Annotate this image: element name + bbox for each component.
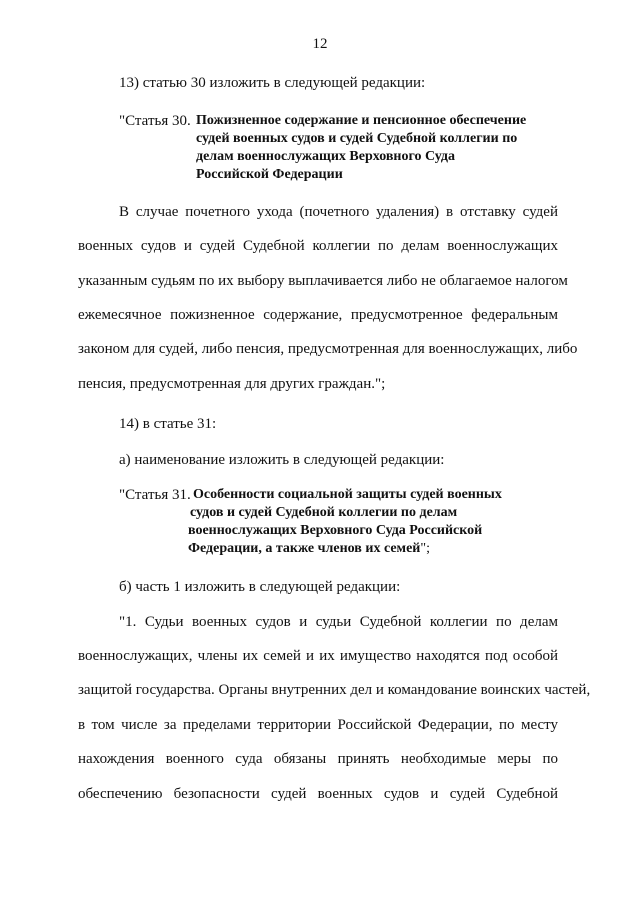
page-number: 12 [312, 36, 328, 52]
part-1-body-line-5: нахождения военного суда обязаны принять необходимые меры по [78, 751, 558, 767]
article-30-label: "Статья 30. [119, 113, 191, 129]
article-30-body-line-2: военных судов и судей Судебной коллегии по делам военнослужащих [78, 238, 558, 254]
article-31-title-line-3: военнослужащих Верховного Суда Российской [188, 523, 483, 538]
article-30-body-line-1: В случае почетного ухода (почетного удаления) в отставку судей [119, 204, 558, 220]
item-14-intro: 14) в статье 31: [119, 416, 217, 432]
article-30-title-line-3: делам военнослужащих Верховного Суда [196, 149, 455, 164]
part-1-body-line-1: "1. Судьи военных судов и судьи Судебной коллегии по делам [119, 614, 558, 630]
article-30-body-line-5: законом для судей, либо пенсия, предусмотренная для военнослужащих, либо [78, 341, 578, 357]
item-14-sub-a: а) наименование изложить в следующей редакции: [119, 452, 445, 468]
article-31-title-line-2: судов и судей Судебной коллегии по делам [190, 505, 458, 520]
article-30-body-line-3: указанным судьям по их выбору выплачивается либо не облагаемое налогом [78, 273, 568, 289]
part-1-body-line-4: в том числе за пределами территории Российской Федерации, по месту [78, 717, 558, 733]
article-31-title-line-4: Федерации, а также членов их семей [188, 541, 421, 556]
part-1-body-line-6: обеспечению безопасности судей военных судов и судей Судебной [78, 786, 558, 802]
article-31-label: "Статья 31. [119, 487, 191, 503]
item-14-sub-b: б) часть 1 изложить в следующей редакции: [119, 579, 401, 595]
part-1-body-line-2: военнослужащих, члены их семей и их имущество находятся под особой [78, 648, 558, 664]
article-31-title-suffix: "; [420, 541, 430, 556]
article-30-title-line-2: судей военных судов и судей Судебной коллегии по [196, 131, 518, 146]
article-31-title-line-1: Особенности социальной защиты судей военных [193, 487, 502, 502]
item-13-intro: 13) статью 30 изложить в следующей редакции: [119, 75, 426, 91]
article-31-title-line-4-wrapper [188, 541, 430, 557]
article-30-body-line-4: ежемесячное пожизненное содержание, предусмотренное федеральным [78, 307, 558, 323]
article-30-title-line-4: Российской Федерации [196, 167, 343, 182]
article-30-body-line-6: пенсия, предусмотренная для других граждан."; [78, 376, 386, 392]
article-30-title-line-1: Пожизненное содержание и пенсионное обеспечение [196, 113, 527, 128]
part-1-body-line-3: защитой государства. Органы внутренних дел и командование воинских частей, [78, 682, 591, 698]
